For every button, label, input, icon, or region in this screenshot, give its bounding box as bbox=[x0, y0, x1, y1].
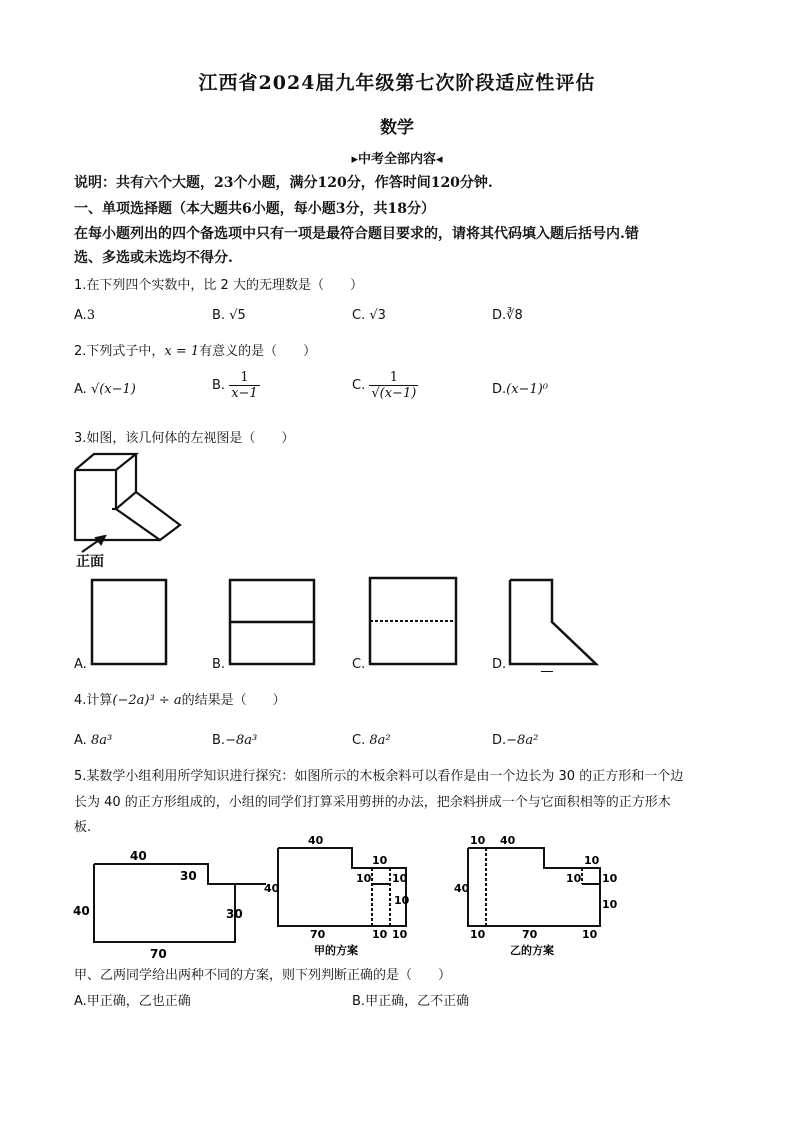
q3-option-d-figure[interactable] bbox=[508, 578, 600, 670]
fig3-label-bottom: 70 bbox=[522, 928, 538, 941]
fig1-label-top: 40 bbox=[130, 849, 147, 863]
q1-option-c[interactable]: C. √3 bbox=[352, 308, 386, 323]
fig2-label-top: 40 bbox=[308, 834, 324, 847]
q2-option-b[interactable]: B. $\frac{1}{x-1}$ bbox=[212, 370, 258, 401]
q2-option-d[interactable]: D.(x−1)⁰ bbox=[492, 382, 549, 397]
q5-option-a[interactable]: A.甲正确，乙也正确 bbox=[74, 994, 191, 1009]
fig3-label-b: 10 bbox=[584, 854, 600, 867]
fig2-label-b: 10 bbox=[356, 872, 372, 885]
front-label: 正面 bbox=[76, 554, 104, 570]
q5-option-b[interactable]: B.甲正确，乙不正确 bbox=[352, 994, 470, 1009]
fig2-label-d: 10 bbox=[394, 894, 410, 907]
page-title: 江西省2024届九年级第七次阶段适应性评估 bbox=[198, 72, 596, 94]
q1-option-d[interactable]: D.∛8 bbox=[492, 308, 523, 323]
q4-stem: 4.计算(−2a)³ ÷ a的结果是（ ） bbox=[74, 693, 286, 708]
fig3-label-c: 10 bbox=[566, 872, 582, 885]
fig3-label-f: 10 bbox=[470, 928, 486, 941]
q3-stem: 3.如图，该几何体的左视图是（ ） bbox=[74, 431, 295, 446]
q5-plan-jia-figure bbox=[264, 832, 414, 960]
fig2-label-e: 10 bbox=[372, 928, 388, 941]
section-1-instructions-line2: 选、多选或未选均不得分. bbox=[74, 250, 233, 266]
q1-option-b[interactable]: B. √5 bbox=[212, 308, 246, 323]
q5-plank-figure bbox=[70, 842, 250, 960]
fig1-label-bottom: 70 bbox=[150, 947, 167, 961]
fig1-label-right-top: 30 bbox=[180, 869, 197, 883]
q3-option-c-figure[interactable] bbox=[368, 576, 460, 668]
subject-title: 数学 bbox=[380, 118, 414, 138]
scope-label: ▸中考全部内容◂ bbox=[351, 152, 443, 167]
section-1-instructions-line1: 在每小题列出的四个备选项中只有一项是最符合题目要求的，请将其代码填入题后括号内.错 bbox=[74, 226, 639, 242]
fig3-label-top: 40 bbox=[500, 834, 516, 847]
exam-note: 说明：共有六个大题，23个小题，满分120分，作答时间120分钟. bbox=[74, 175, 493, 191]
fig2-caption: 甲的方案 bbox=[314, 944, 358, 957]
q4-option-b[interactable]: B.−8a³ bbox=[212, 733, 258, 748]
fig3-caption: 乙的方案 bbox=[510, 944, 554, 957]
q1-option-a[interactable]: A.3 bbox=[74, 308, 96, 323]
fig2-label-f: 10 bbox=[392, 928, 408, 941]
fig3-label-left: 40 bbox=[454, 882, 470, 895]
q3-option-a-figure[interactable] bbox=[90, 578, 170, 668]
fig3-label-e: 10 bbox=[602, 898, 618, 911]
q5-stem-line1: 5.某数学小组利用所学知识进行探究：如图所示的木板余料可以看作是由一个边长为 30 的正方形和一个边 bbox=[74, 769, 684, 784]
q3-option-b-label[interactable]: B. bbox=[212, 657, 226, 672]
fig1-label-left: 40 bbox=[73, 904, 90, 918]
q3-option-d-mark bbox=[541, 671, 553, 672]
fig3-label-a: 10 bbox=[470, 834, 486, 847]
q5-plan-yi-figure bbox=[454, 832, 618, 960]
q4-option-a[interactable]: A. 8a³ bbox=[74, 733, 113, 748]
q2-b-fraction: $\frac{1}{x-1}$ bbox=[231, 370, 258, 401]
fig3-label-d: 10 bbox=[602, 872, 618, 885]
fig2-label-left: 40 bbox=[264, 882, 280, 895]
q3-option-c-label[interactable]: C. bbox=[352, 657, 366, 672]
q5-stem-line2: 长为 40 的正方形组成的，小组的同学们打算采用剪拼的办法，把余料拼成一个与它面积相等的正方形木 bbox=[74, 795, 671, 810]
q4-option-d[interactable]: D.−8a² bbox=[492, 733, 539, 748]
q5-question: 甲、乙两同学给出两种不同的方案，则下列判断正确的是（ ） bbox=[74, 968, 452, 983]
q2-option-c[interactable]: C. $\frac{1}{√(x-1)}$ bbox=[352, 370, 417, 401]
q2-stem: 2.下列式子中，x = 1有意义的是（ ） bbox=[74, 344, 317, 359]
fig2-label-bottom: 70 bbox=[310, 928, 326, 941]
fig2-label-c: 10 bbox=[392, 872, 408, 885]
q4-option-c[interactable]: C. 8a² bbox=[352, 733, 391, 748]
fig2-label-a: 10 bbox=[372, 854, 388, 867]
q3-option-a-label[interactable]: A. bbox=[74, 657, 87, 672]
q5-stem-line3: 板. bbox=[74, 820, 92, 835]
q1-stem: 1.在下列四个实数中，比 2 大的无理数是（ ） bbox=[74, 278, 363, 293]
q3-option-b-figure[interactable] bbox=[228, 578, 318, 668]
fig1-label-right: 30 bbox=[226, 907, 243, 921]
q3-option-d-label[interactable]: D. bbox=[492, 657, 507, 672]
section-1-title: 一、单项选择题（本大题共6小题，每小题3分，共18分） bbox=[74, 201, 435, 217]
q2-c-fraction: $\frac{1}{√(x-1)}$ bbox=[371, 370, 417, 401]
q2-option-a[interactable]: A. √(x−1) bbox=[74, 382, 136, 397]
fig3-label-extra: 10 bbox=[582, 928, 598, 941]
